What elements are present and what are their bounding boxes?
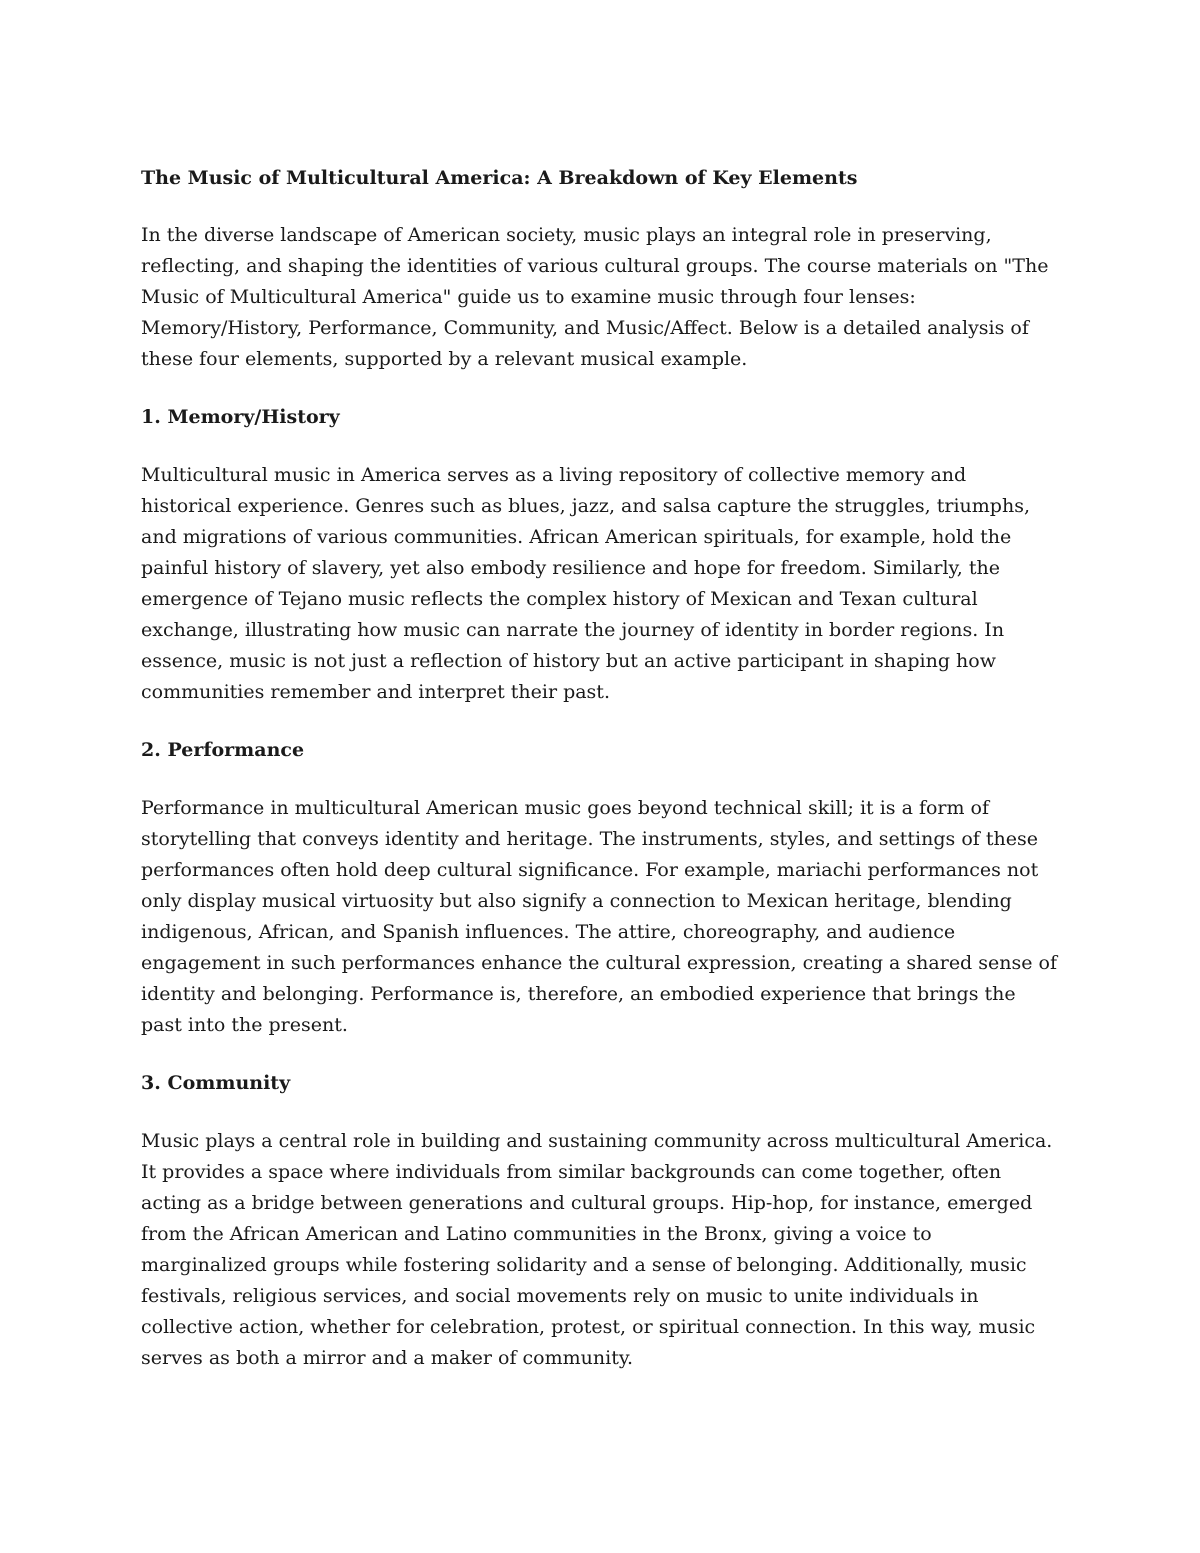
document-title: The Music of Multicultural America: A Breakdown of Key Elements bbox=[141, 167, 858, 189]
section-body-performance: Performance in multicultural American music goes beyond technical skill; it is a form of storytelling that conveys identity and heritage. The instruments, styles, and settings of these performances often hold deep cultural significance. For example, mariachi performances not only display musical virtuosity but also signify a connection to Mexican heritage, blending indigenous, African, and Spanish influences. The attire, choreography, and audience engagement in such performances enhance the cultural expression, creating a shared sense of identity and belonging. Performance is, therefore, an embodied experience that brings the past into the present. bbox=[141, 797, 1057, 1036]
intro-paragraph: In the diverse landscape of American society, music plays an integral role in preserving, reflecting, and shaping the identities of various cultural groups. The course materials on "The Music of Multicultural America" guide us to examine music through four lenses: Memory/History, Performance, Community, and Music/Affect. Below is a detailed analysis of these four elements, supported by a relevant musical example. bbox=[141, 224, 1049, 370]
section-body-community: Music plays a central role in building and sustaining community across multicultural America. It provides a space where individuals from similar backgrounds can come together, often acting as a bridge between generations and cultural groups. Hip-hop, for instance, emerged from the African American and Latino communities in the Bronx, giving a voice to marginalized groups while fostering solidarity and a sense of belonging. Additionally, music festivals, religious services, and social movements rely on music to unite individuals in collective action, whether for celebration, protest, or spiritual connection. In this way, music serves as both a mirror and a maker of community. bbox=[141, 1130, 1053, 1369]
section-body-memory-history: Multicultural music in America serves as a living repository of collective memory and historical experience. Genres such as blues, jazz, and salsa capture the struggles, triumphs, and migrations of various communities. African American spirituals, for example, hold the painful history of slavery, yet also embody resilience and hope for freedom. Similarly, the emergence of Tejano music reflects the complex history of Mexican and Texan cultural exchange, illustrating how music can narrate the journey of identity in border regions. In essence, music is not just a reflection of history but an active participant in shaping how communities remember and interpret their past. bbox=[141, 464, 1031, 703]
section-heading-community: 3. Community bbox=[141, 1072, 291, 1094]
section-heading-performance: 2. Performance bbox=[141, 739, 305, 761]
document-body bbox=[141, 163, 1059, 1401]
section-heading-memory-history: 1. Memory/History bbox=[141, 406, 340, 428]
